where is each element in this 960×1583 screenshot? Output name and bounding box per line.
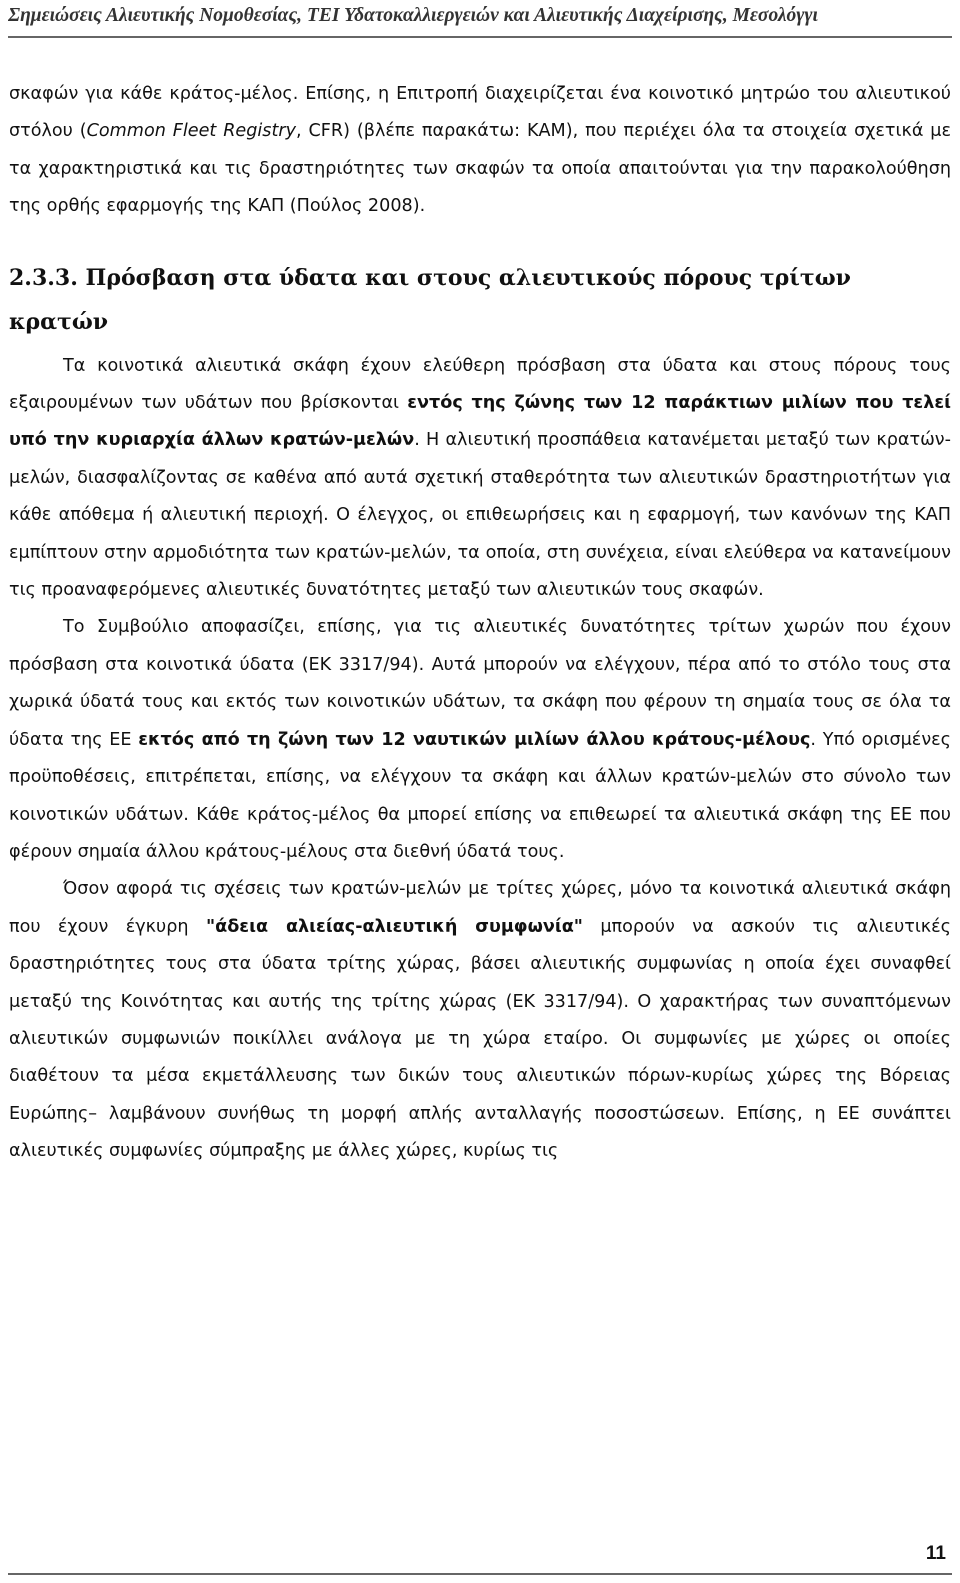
- header-rule: [8, 36, 952, 38]
- header-title: Σημειώσεις Αλιευτικής Νομοθεσίας, ΤΕΙ Υδατοκαλλιεργειών και Αλιευτικής Διαχείρισης, Μεσολόγγι: [8, 5, 818, 26]
- paragraph-third-countries: [9, 871, 951, 1170]
- section-heading: 2.3.3. Πρόσβαση στα ύδατα και στους αλιευτικούς πόρους τρίτων κρατών: [9, 264, 851, 335]
- paragraph-intro-text-a: σκαφών για κάθε κράτος-μέλος. Επίσης, η Επιτροπή διαχειρίζεται ένα κοινοτικό μητρώο του αλιευτικού στόλου (: [9, 84, 951, 142]
- paragraph-council-bold: εκτός από τη ζώνη των 12 ναυτικών μιλίων άλλου κράτους-μέλους: [138, 729, 811, 750]
- page-number: 11: [925, 1543, 946, 1564]
- document-body: [9, 76, 951, 1171]
- paragraph-access: [9, 348, 951, 610]
- paragraph-intro: [9, 76, 951, 226]
- paragraph-third-countries-text-c: μπορούν να ασκούν τις αλιευτικές δραστηριότητες τους στα ύδατα τρίτης χώρας, βάσει αλιευτικής συμφωνίας η οποία έχει συναφθεί μεταξύ της Κοινότητας και αυτής της τρίτης χώρας (ΕΚ 3317/94). Ο χαρακτήρας των συναπτόμενων αλιευτικών συμφωνιών ποικίλλει ανάλογα με τη χώρα εταίρο. Οι συμφωνίες με χώρες οι οποίες διαθέτουν τα μέσα εκμετάλλευσης των δικών τους αλιευτικών πόρων-κυρίως χώρες της Βόρειας Ευρώπης– λαμβάνουν συνήθως τη μορφή απλής ανταλλαγής ποσοστώσεων. Επίσης, η ΕΕ συνάπτει αλιευτικές συμφωνίες σύμπραξης με άλλες χώρες, κυρίως τις: [9, 916, 952, 1162]
- running-header: [0, 0, 960, 38]
- paragraph-intro-text-c: , CFR) (βλέπε παρακάτω: ΚΑΜ), που περιέχει όλα τα στοιχεία σχετικά με τα χαρακτηριστικά και τις δραστηριότητες των σκαφών τα οποία απαιτούνται για την παρακολούθηση της ορθής εφαρμογής της ΚΑΠ (Πούλος 2008).: [9, 121, 952, 217]
- paragraph-access-text-a: Τα κοινοτικά αλιευτικά σκάφη έχουν ελεύθερη πρόσβαση στα ύδατα και στους πόρους τους εξαιρουμένων των υδάτων που βρίσκονται: [9, 355, 951, 414]
- paragraph-council: [9, 609, 951, 871]
- footer-rule: [8, 1573, 952, 1575]
- paragraph-third-countries-bold: "άδεια αλιείας-αλιευτική συμφωνία": [205, 916, 583, 937]
- paragraph-access-bold: εντός της ζώνης των 12 παράκτιων μιλίων που τελεί υπό την κυριαρχία άλλων κρατών-μελών: [9, 393, 951, 451]
- paragraph-council-text-c: . Υπό ορισμένες προϋποθέσεις, επιτρέπεται, επίσης, να ελέγχουν τα σκάφη και άλλων κρατών-μελών στο σύνολο των κοινοτικών υδάτων. Κάθε κράτος-μέλος θα μπορεί επίσης να επιθεωρεί τα αλιευτικά σκάφη της ΕΕ που φέρουν σημαία άλλου κράτους-μέλους στα διεθνή ύδατά τους.: [9, 729, 951, 862]
- paragraph-council-text-a: Το Συμβούλιο αποφασίζει, επίσης, για τις αλιευτικές δυνατότητες τρίτων χωρών που έχουν πρόσβαση στα κοινοτικά ύδατα (ΕΚ 3317/94). Αυτά μπορούν να ελέγχουν, πέρα από το στόλο τους στα χωρικά ύδατά τους και εκτός των κοινοτικών υδάτων, τα σκάφη που φέρουν τη σημαία τους σε όλα τα ύδατα της ΕΕ: [9, 617, 951, 750]
- paragraph-intro-italic: Common Fleet Registry: [86, 121, 297, 142]
- paragraph-access-text-c: . Η αλιευτική προσπάθεια κατανέμεται μεταξύ των κρατών-μελών, διασφαλίζοντας σε καθένα από αυτά σχετική σταθερότητα των αλιευτικών δραστηριοτήτων για κάθε απόθεμα ή αλιευτική περιοχή. Ο έλεγχος, οι επιθεωρήσεις και η εφαρμογή, των κανόνων της ΚΑΠ εμπίπτουν στην αρμοδιότητα των κρατών-μελών, τα οποία, στη συνέχεια, είναι ελεύθερα να κατανείμουν τις προαναφερόμενες αλιευτικές δυνατότητες μεταξύ των αλιευτικών τους σκαφών.: [9, 430, 951, 601]
- paragraph-third-countries-text-a: Όσον αφορά τις σχέσεις των κρατών-μελών με τρίτες χώρες, μόνο τα κοινοτικά αλιευτικά σκάφη που έχουν έγκυρη: [9, 879, 951, 937]
